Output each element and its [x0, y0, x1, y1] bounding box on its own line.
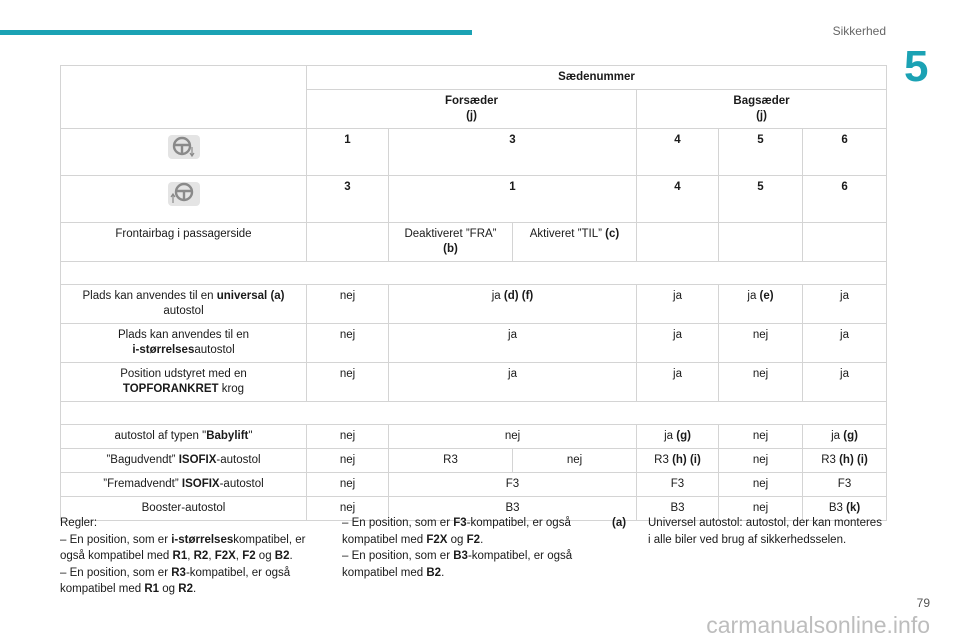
cell: B3 (k) [803, 497, 887, 521]
row-label: Plads kan anvendes til en universal (a) autostol [61, 285, 307, 324]
airbag-on-icon [167, 133, 201, 161]
table-row [61, 176, 887, 223]
header-accent-bar [0, 30, 472, 35]
cell: ja (e) [719, 285, 803, 324]
cell: R3 [389, 449, 513, 473]
row-label: ”Bagudvendt” ISOFIX-autostol [61, 449, 307, 473]
cell: ja [803, 324, 887, 363]
seat-cell: 6 [803, 129, 887, 176]
rule-4: – En position, som er B3-kompatibel, er også kompatibel med B2. [342, 550, 573, 579]
section-title: Sikkerhed [832, 24, 886, 38]
cell: nej [719, 363, 803, 402]
empty-cell [719, 223, 803, 262]
cell: ja [389, 363, 637, 402]
cell: nej [719, 473, 803, 497]
seat-cell: 4 [637, 176, 719, 223]
cell: nej [307, 324, 389, 363]
airbag-off-status: Deaktiveret ”FRA” (b) [389, 223, 513, 262]
seat-cell: 3 [307, 176, 389, 223]
table-row [61, 363, 887, 402]
cell: nej [389, 425, 637, 449]
row-label: ”Fremadvendt” ISOFIX-autostol [61, 473, 307, 497]
front-seats-ref: (j) [466, 110, 477, 122]
table-header-row [61, 66, 887, 90]
header-empty-cell [61, 66, 307, 129]
rule-2: – En position, som er R3-kompatibel, er også kompatibel med R1 og R2. [60, 566, 291, 595]
rule-3: – En position, som er F3-kompatibel, er også kompatibel med F2X og F2. [342, 517, 571, 546]
rear-seats-label: Bagsæder [733, 95, 790, 107]
table-row [61, 129, 887, 176]
table-row [61, 473, 887, 497]
footnote-text: Universel autostol: autostol, der kan monteres i alle biler ved brug af sikkerhedsselen. [648, 517, 882, 546]
rules-title: Regler: [60, 517, 98, 529]
seat-cell: 5 [719, 129, 803, 176]
airbag-off-cell [61, 176, 307, 223]
page-number: 79 [916, 596, 930, 610]
seat-cell: 4 [637, 129, 719, 176]
rule-1: – En position, som er i-størrelseskompatibel, er også kompatibel med R1, R2, F2X, F2 og B2. [60, 533, 306, 562]
cell: nej [719, 497, 803, 521]
seat-compatibility-table [60, 65, 887, 521]
cell: ja (g) [803, 425, 887, 449]
rear-seats-header [637, 90, 887, 129]
airbag-label: Frontairbag i passagerside [61, 223, 307, 262]
table-row [61, 425, 887, 449]
row-label: Position udstyret med en TOPFORANKRET krog [61, 363, 307, 402]
seat-cell: 1 [307, 129, 389, 176]
seat-cell: 6 [803, 176, 887, 223]
airbag-on-cell [61, 129, 307, 176]
cell: B3 [389, 497, 637, 521]
airbag-off-icon [167, 180, 201, 208]
cell: ja [637, 324, 719, 363]
seat-number-header: Sædenummer [307, 66, 887, 90]
empty-cell [637, 223, 719, 262]
front-seats-label: Forsæder [444, 95, 499, 107]
row-label: Plads kan anvendes til en i-størrelsesautostol [61, 324, 307, 363]
cell: R3 (h) (i) [637, 449, 719, 473]
table-row [61, 285, 887, 324]
cell: F3 [389, 473, 637, 497]
cell: ja [637, 285, 719, 324]
footnote-key: (a) [612, 517, 627, 529]
cell: nej [307, 497, 389, 521]
cell: nej [719, 449, 803, 473]
cell: nej [719, 425, 803, 449]
footnote [612, 515, 882, 548]
table-spacer [61, 262, 887, 285]
cell: nej [307, 449, 389, 473]
cell: ja [803, 285, 887, 324]
cell: nej [307, 285, 389, 324]
cell: nej [513, 449, 637, 473]
cell: R3 (h) (i) [803, 449, 887, 473]
seat-cell: 1 [389, 176, 637, 223]
cell: ja [803, 363, 887, 402]
table-row [61, 449, 887, 473]
front-seats-header [307, 90, 637, 129]
rules-column [60, 515, 330, 598]
cell: B3 [637, 497, 719, 521]
cell: ja [637, 363, 719, 402]
cell: nej [307, 363, 389, 402]
rules-column-2 [342, 515, 604, 581]
cell: F3 [637, 473, 719, 497]
airbag-on-status: Aktiveret ”TIL” (c) [513, 223, 637, 262]
row-label: Booster-autostol [61, 497, 307, 521]
empty-cell [803, 223, 887, 262]
cell: ja [389, 324, 637, 363]
watermark: carmanualsonline.info [706, 612, 930, 638]
table-spacer [61, 402, 887, 425]
cell: ja (d) (f) [389, 285, 637, 324]
seat-cell: 3 [389, 129, 637, 176]
table-row [61, 324, 887, 363]
empty-cell [307, 223, 389, 262]
cell: F3 [803, 473, 887, 497]
chapter-number: 5 [904, 42, 929, 91]
cell: ja (g) [637, 425, 719, 449]
cell: nej [307, 425, 389, 449]
cell: nej [307, 473, 389, 497]
row-label: autostol af typen "Babylift" [61, 425, 307, 449]
table-row-airbag [61, 223, 887, 262]
seat-cell: 5 [719, 176, 803, 223]
cell: nej [719, 324, 803, 363]
rear-seats-ref: (j) [756, 110, 767, 122]
